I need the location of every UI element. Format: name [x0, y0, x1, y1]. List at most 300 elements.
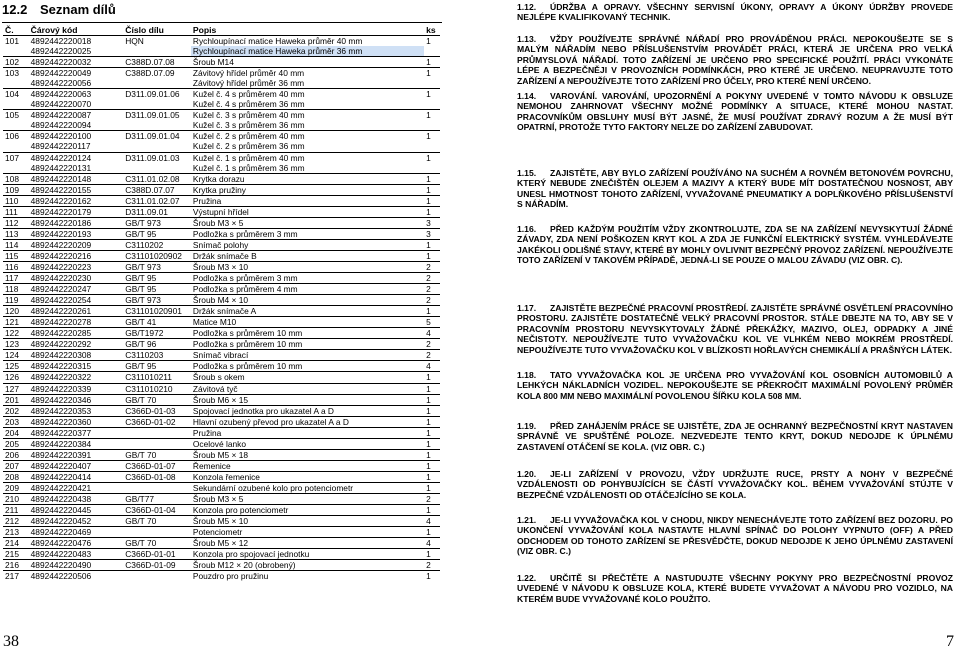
cell-c: 214: [5, 538, 19, 549]
instruction-paragraph: [517, 303, 953, 355]
cell-s: [424, 163, 440, 174]
cell-c: 108: [5, 173, 19, 184]
cell-k: 4892442220476: [30, 538, 92, 549]
table-row: [3, 250, 440, 261]
cell-p: Šroub M5 × 10: [192, 516, 249, 527]
cell-c: 110: [5, 195, 19, 206]
cell-d: [123, 427, 191, 438]
parts-list: [2, 0, 442, 581]
cell-k: 4892442220056: [30, 78, 92, 89]
table-row: [3, 482, 440, 493]
cell-s: 2: [426, 295, 431, 306]
cell-s: 1: [426, 89, 431, 100]
cell-d: C388D.07.08: [125, 57, 175, 68]
cell-c: 216: [5, 560, 19, 571]
cell-d: C3110202: [125, 239, 164, 250]
cell-k: 4892442220032: [30, 57, 92, 68]
cell-p: Šroub M3 × 10: [192, 262, 249, 272]
cell-p: Pružina: [192, 427, 222, 438]
cell-p: Spojovací jednotka pro ukazatel A a D: [192, 405, 334, 416]
instruction-paragraph: [517, 469, 953, 500]
cell-c: 203: [5, 416, 19, 427]
cell-p: Šroub s okem: [192, 372, 245, 383]
cell-d: GB/T 70: [125, 516, 157, 527]
table-row: [3, 46, 440, 57]
cell-c: 119: [5, 295, 19, 306]
section-number: 12.2: [2, 1, 28, 17]
cell-p: Podložka s průměrem 3 mm: [192, 273, 298, 284]
instruction-paragraph: [517, 224, 953, 266]
cell-s: [424, 99, 440, 110]
cell-d: GB/T1972: [125, 328, 164, 339]
table-row: [3, 328, 440, 339]
table-row: [3, 571, 440, 582]
instruction-text: ZAJISTĚTE BEZPEČNÉ PRACOVNÍ PROSTŘEDÍ. ZAJISTĚTE SPRÁVNÉ OSVĚTLENÍ PRACOVNÍHO PROSTORU. ZAJISTĚTE DOSTATEČNĚ VELKÝ PRACOVNÍ PROSTOR. STÁLE DBEJTE NA TO, ABY SE V PRACOVNÍM PROSTORU NEVYSKYTOVALY ŽÁDNÉ PŘEKÁŽKY, MAZIVO, OLEJ, ODPADKY A JINÉ NEČISTOTY. NEPOUŽÍVEJTE TUTO VYVAŽOVAČKU KOL VE VLHKÉM NEBO MOKRÉM PROSTŘEDÍ. NEPOUŽÍVEJTE TUTO VYVAŽOVAČKU KOL V BLÍZKOSTI HOŘLAVÝCH CHEMIKÁLIÍ A PRAŠNÝCH LÁTEK.: [517, 303, 953, 355]
cell-k: 4892442220070: [30, 99, 92, 110]
cell-p: Krytka pružiny: [192, 184, 246, 195]
cell-s: 1: [426, 36, 431, 47]
cell-d: C366D-01-03: [125, 405, 176, 416]
cell-d: C311.01.02.07: [125, 195, 180, 206]
cell-c: 104: [5, 89, 19, 100]
cell-s: [424, 141, 440, 152]
instruction-paragraph: [517, 34, 953, 86]
cell-k: 4892442220445: [30, 505, 92, 516]
cell-s: 1: [426, 239, 431, 250]
cell-p: Podložka s průměrem 10 mm: [192, 328, 303, 339]
cell-c: 106: [5, 131, 19, 142]
instruction-text: URČITĚ SI PŘEČTĚTE A NASTUDUJTE VŠECHNY POKYNY PRO BEZPEČNOSTNÍ PROVOZ UVEDENÉ V NÁVODU K OBSLUZE KOLA, KTERÉ BUDETE VYVAŽOVAT A NÁVODU PRO VOZIDLO, NA KTERÉM BUDE VYVAŽOVANÉ KOLO POUŽITO.: [517, 573, 953, 604]
instruction-text: TATO VYVAŽOVAČKA KOL JE URČENA PRO VYVAŽOVÁNÍ KOL OSOBNÍCH AUTOMOBILŮ A LEHKÝCH NÁKLADNÍCH VOZIDEL. NEPOKOUŠEJTE SE PŘEKROČIT MAXIMÁLNÍ POVOLENÝ PRŮMĚR KOLA 800 MM NEBO MAXIMÁLNÍ POVOLENOU ŠÍŘKU KOLA 508 MM.: [517, 370, 953, 401]
cell-c: 113: [5, 228, 19, 239]
cell-p: Konzola řemenice: [192, 471, 260, 482]
cell-k: 4892442220216: [30, 250, 92, 261]
cell-k: 4892442220100: [30, 131, 92, 142]
cell-p: Podložka s průměrem 10 mm: [192, 361, 303, 372]
cell-d: D311.09.01.05: [125, 110, 180, 121]
cell-k: 4892442220148: [30, 173, 92, 184]
cell-c: 202: [5, 405, 19, 416]
cell-c: [3, 46, 29, 57]
cell-d: GB/T 70: [125, 538, 157, 549]
cell-k: 4892442220391: [30, 449, 92, 460]
cell-p: Potenciometr: [192, 527, 243, 538]
cell-d: C366D-01-08: [125, 471, 176, 482]
cell-c: 210: [5, 493, 19, 504]
instruction-number: 1.12.: [517, 2, 537, 12]
cell-c: 207: [5, 460, 19, 471]
table-row: [3, 273, 440, 284]
instruction-text: JE-LI VYVAŽOVAČKA KOL V CHODU, NIKDY NENECHÁVEJTE TOTO ZAŘÍZENÍ BEZ DOZORU. PO UKONČENÍ VYVAŽOVÁNÍ KOLA NASTAVTE HLAVNÍ SPÍNAČ DO POLOHY VYPNUTO (OFF) A PŘED ODCHODEM OD TOHOTO ZAŘÍZENÍ SE PŘESVĚDČTE, DOKUD NEDOJDE K JEHO ÚPLNÉMU ZASTAVENÍ (VIZ OBR. C.): [517, 515, 953, 557]
cell-p: Šroub M5 × 18: [192, 449, 249, 460]
cell-s: [424, 120, 440, 131]
table-row: [3, 339, 440, 350]
cell-c: 208: [5, 471, 19, 482]
instruction-number: 1.16.: [517, 224, 537, 234]
cell-c: 127: [5, 383, 19, 394]
instruction-number: 1.21.: [517, 515, 537, 525]
cell-k: 4892442220414: [30, 471, 92, 482]
instruction-text: VŽDY POUŽÍVEJTE SPRÁVNÉ NÁŘADÍ PRO PROVÁDĚNOU PRÁCI. NEPOKOUŠEJTE SE S MALÝM NÁŘADÍM NEBO PŘÍSLUŠENSTVÍM PROVÁDĚT PRÁCI, KTERÁ JE URČENA PRO VELKÁ PRŮMYSLOVÁ NÁŘADÍ. TOTO ZAŘÍZENÍ JE URČENO PRO SPECIFICKÉ POUŽITÍ. PRÁCI VYKONÁTE LÉPE A BEZPEČNĚJI V PROVOZNÍCH PODMÍNKÁCH, PRO KTERÉ JE URČENO. NEUPRAVUJTE TOTO ZAŘÍZENÍ A NEPOUŽÍVEJTE TOTO ZAŘÍZENÍ PRO ÚČELY, PRO KTERÉ NENÍ URČENO.: [517, 34, 953, 86]
table-row: [3, 471, 440, 482]
col-quantity: ks: [426, 24, 436, 35]
cell-c: 217: [5, 571, 19, 582]
cell-c: 204: [5, 427, 19, 438]
cell-p: Ocelové lanko: [192, 438, 246, 449]
cell-k: 4892442220360: [30, 416, 92, 427]
cell-c: [3, 120, 29, 131]
instruction-number: 1.22.: [517, 573, 537, 583]
cell-k: 4892442220230: [30, 273, 92, 284]
table-row: [3, 36, 440, 47]
cell-c: 124: [5, 350, 19, 361]
table-row: [3, 206, 440, 217]
cell-s: 1: [426, 250, 431, 261]
cell-d: C31101020901: [125, 306, 182, 317]
cell-s: 1: [426, 306, 431, 317]
cell-s: 1: [426, 110, 431, 121]
cell-k: 4892442220353: [30, 405, 92, 416]
table-row: [3, 217, 440, 228]
cell-k: 4892442220025: [30, 46, 92, 57]
instruction-number: 1.15.: [517, 168, 537, 178]
cell-d: C3110203: [125, 350, 164, 361]
cell-p: Kužel č. 2 s průměrem 40 mm: [192, 131, 305, 142]
cell-d: GB/T 973: [125, 262, 161, 272]
instruction-text: VAROVÁNÍ. VAROVÁNÍ, UPOZORNĚNÍ A POKYNY UVEDENÉ V TOMTO NÁVODU K OBSLUZE NEMOHOU ZAHRNOVAT VŠECHNY MOŽNÉ PODMÍNKY A SITUACE, KTERÉ MOHOU NASTAT. PRACOVNÍKŮM OBSLUHY MUSÍ BÝT JASNÉ, ŽE MUSÍ POUŽÍVAT ZDRAVÝ ROZUM A ŽE MUSÍ BÝT OPATRNÍ, PROTOŽE TYTO FAKTORY NELZE DO ZAŘÍZENÍ ZABUDOVAT.: [517, 91, 953, 133]
cell-d: GB/T 95: [125, 273, 157, 284]
cell-s: 1: [426, 173, 431, 184]
table-row: [3, 449, 440, 460]
cell-p: Podložka s průměrem 4 mm: [192, 284, 298, 295]
cell-s: 2: [426, 339, 431, 350]
table-row: [3, 438, 440, 449]
cell-p: Pouzdro pro pružinu: [192, 571, 269, 582]
cell-p: Snímač polohy: [192, 239, 249, 250]
cell-p: Kužel č. 4 s průměrem 40 mm: [192, 89, 305, 100]
cell-c: 117: [5, 273, 19, 284]
cell-c: 125: [5, 361, 19, 372]
table-row: [3, 560, 440, 571]
cell-d: GB/T 70: [125, 394, 157, 405]
cell-k: 4892442220308: [30, 350, 92, 361]
cell-d: C311.01.02.08: [125, 173, 180, 184]
cell-s: 1: [426, 131, 431, 142]
cell-s: 2: [426, 350, 431, 361]
cell-k: 4892442220315: [30, 361, 92, 372]
cell-k: 4892442220162: [30, 195, 92, 206]
cell-p: Matice M10: [192, 317, 237, 328]
cell-c: 105: [5, 110, 19, 121]
cell-s: 1: [426, 152, 431, 163]
cell-k: 4892442220339: [30, 383, 92, 394]
cell-p: Závitová tyč: [192, 383, 238, 394]
cell-c: 115: [5, 250, 19, 261]
cell-s: 1: [426, 427, 431, 438]
cell-c: 112: [5, 217, 19, 228]
cell-p: Konzola pro spojovací jednotku: [192, 549, 310, 560]
table-row: [3, 239, 440, 250]
instruction-number: 1.18.: [517, 370, 537, 380]
table-row: [3, 184, 440, 195]
cell-p: Šroub M3 × 5: [192, 493, 244, 504]
cell-c: 213: [5, 527, 19, 538]
table-row: [3, 261, 440, 272]
cell-d: GB/T 95: [125, 284, 157, 295]
cell-s: 1: [426, 416, 431, 427]
cell-c: 118: [5, 284, 19, 295]
table-row: [3, 516, 440, 527]
cell-p: Držák snímače A: [192, 306, 257, 317]
cell-c: [3, 141, 29, 152]
cell-d: [123, 571, 191, 582]
table-row: [3, 306, 440, 317]
cell-c: 211: [5, 505, 19, 516]
col-barcode: Čárový kód: [30, 24, 78, 35]
cell-c: 212: [5, 516, 19, 527]
cell-d: [123, 99, 191, 110]
cell-c: 205: [5, 438, 19, 449]
cell-s: 1: [426, 505, 431, 516]
cell-c: 107: [5, 152, 19, 163]
cell-d: D311.09.01.03: [125, 152, 180, 163]
cell-s: 4: [426, 538, 431, 549]
table-row: [3, 99, 440, 110]
cell-p: Kužel č. 1 s průměrem 40 mm: [192, 152, 305, 163]
cell-k: 4892442220179: [30, 206, 92, 217]
table-row: [3, 110, 440, 121]
cell-d: GB/T 96: [125, 339, 157, 350]
cell-d: [123, 482, 191, 493]
instruction-text: PŘED KAŽDÝM POUŽITÍM VŽDY ZKONTROLUJTE, ZDA SE NA ZAŘÍZENÍ NEVYSKYTUJÍ ŽÁDNÉ ZÁVADY, ZDA NENÍ POŠKOZEN KRYT KOL A ZDA JE FUNKČNÍ ELEKTRICKÝ SYSTÉM. VYHLEDÁVEJTE JAKÉKOLI ODLIŠNÉ STAVY, KTERÉ BY MOHLY OVLIVNIT BEZPEČNÝ PROVOZ ZAŘÍZENÍ. NEPOUŽÍVEJTE TOTO ZAŘÍZENÍ V TAKOVÉM PŘÍPADĚ, JEDNÁ-LI SE POUZE O MALOU ZÁVADU (VIZ OBR. C).: [517, 224, 953, 266]
cell-c: 123: [5, 339, 19, 350]
cell-k: 4892442220155: [30, 184, 92, 195]
cell-k: 4892442220292: [30, 339, 92, 350]
cell-p: Pružina: [192, 195, 222, 206]
cell-s: [424, 78, 440, 89]
cell-k: 4892442220209: [30, 239, 92, 250]
col-number: Č.: [5, 24, 14, 35]
table-header: [3, 24, 440, 36]
section-title: Seznam dílů: [40, 1, 116, 17]
cell-k: 4892442220469: [30, 527, 92, 538]
parts-table: [3, 24, 440, 581]
cell-d: [123, 438, 191, 449]
cell-d: C366D-01-01: [125, 549, 176, 560]
instruction-paragraph: [517, 573, 953, 604]
cell-p: Řemenice: [192, 460, 231, 471]
cell-k: 4892442220131: [30, 162, 92, 173]
cell-d: C366D-01-09: [125, 560, 176, 571]
instruction-paragraph: [517, 2, 953, 23]
cell-d: C311010210: [125, 383, 173, 394]
table-row: [3, 383, 440, 394]
table-row: [3, 68, 440, 79]
table-row: [3, 350, 440, 361]
table-row: [3, 141, 440, 152]
cell-d: C366D-01-07: [125, 460, 176, 471]
cell-c: [3, 78, 29, 89]
cell-s: 2: [426, 560, 431, 571]
cell-p: Hlavní ozubený převod pro ukazatel A a D: [192, 416, 349, 427]
cell-d: GB/T 95: [125, 361, 157, 372]
cell-p: Závitový hřídel průměr 36 mm: [192, 78, 305, 89]
cell-k: 4892442220346: [30, 394, 92, 405]
cell-s: 1: [426, 482, 431, 493]
cell-p: Šroub M3 × 5: [192, 217, 244, 228]
cell-s: 2: [426, 262, 431, 272]
table-row: [3, 195, 440, 206]
cell-c: 109: [5, 184, 19, 195]
table-row: [3, 549, 440, 560]
cell-k: 4892442220377: [30, 427, 92, 438]
instruction-number: 1.17.: [517, 303, 537, 313]
cell-d: HQN: [125, 36, 144, 47]
cell-p: Šroub M4 × 10: [192, 295, 249, 306]
instruction-paragraph: [517, 370, 953, 401]
cell-k: 4892442220223: [30, 262, 92, 272]
cell-d: [123, 78, 191, 89]
cell-s: 1: [426, 383, 431, 394]
cell-d: [123, 141, 191, 152]
cell-k: 4892442220285: [30, 328, 92, 339]
cell-k: 4892442220193: [30, 228, 92, 239]
cell-c: 102: [5, 57, 19, 68]
cell-c: [3, 99, 29, 110]
cell-s: 1: [426, 206, 431, 217]
cell-c: 121: [5, 317, 19, 328]
table-row: [3, 152, 440, 163]
table-row: [3, 120, 440, 131]
cell-s: [424, 46, 440, 57]
cell-s: 1: [426, 372, 431, 383]
cell-d: C311010211: [125, 372, 172, 383]
cell-d: C388D.07.07: [125, 184, 175, 195]
cell-c: 206: [5, 449, 19, 460]
cell-s: 1: [426, 68, 431, 79]
table-row: [3, 317, 440, 328]
cell-k: 4892442220018: [30, 36, 92, 47]
cell-k: 4892442220186: [30, 217, 92, 228]
col-description: Popis: [192, 24, 217, 35]
instruction-paragraph: [517, 515, 953, 557]
instruction-number: 1.20.: [517, 469, 537, 479]
cell-d: [123, 163, 191, 174]
instruction-number: 1.19.: [517, 421, 537, 431]
cell-k: 4892442220407: [30, 460, 92, 471]
table-row: [3, 78, 440, 89]
cell-d: GB/T 973: [125, 217, 161, 228]
table-row: [3, 405, 440, 416]
cell-k: 4892442220087: [30, 110, 92, 121]
cell-c: 103: [5, 68, 19, 79]
table-row: [3, 538, 440, 549]
cell-d: [123, 46, 191, 57]
instruction-number: 1.13.: [517, 34, 537, 44]
cell-c: 120: [5, 306, 19, 317]
cell-p: Výstupní hřídel: [192, 206, 249, 217]
cell-s: 2: [426, 284, 431, 295]
cell-s: 2: [426, 273, 431, 284]
cell-k: 4892442220452: [30, 516, 92, 527]
cell-p: Sekundární ozubené kolo pro potenciometr: [192, 482, 354, 493]
cell-d: GB/T 95: [125, 228, 157, 239]
cell-d: C366D-01-04: [125, 505, 176, 516]
cell-p: Držák snímače B: [192, 250, 257, 261]
instruction-text: ÚDRŽBA A OPRAVY. VŠECHNY SERVISNÍ ÚKONY, OPRAVY A ÚKONY ÚDRŽBY PROVEDE NEJLÉPE KVALIFIKOVANÝ TECHNIK.: [517, 2, 953, 23]
cell-s: 1: [426, 471, 431, 482]
cell-c: 116: [5, 262, 19, 272]
cell-s: 5: [426, 317, 431, 328]
table-row: [3, 163, 440, 174]
cell-k: 4892442220278: [30, 317, 92, 328]
cell-c: 101: [5, 36, 19, 47]
cell-d: [123, 527, 191, 538]
cell-d: GB/T 70: [125, 449, 157, 460]
cell-k: 4892442220438: [30, 493, 92, 504]
instruction-number: 1.14.: [517, 91, 537, 101]
cell-s: 3: [426, 228, 431, 239]
cell-s: 4: [426, 361, 431, 372]
table-row: [3, 57, 440, 68]
cell-d: GB/T 973: [125, 295, 161, 306]
table-row: [3, 505, 440, 516]
instruction-text: PŘED ZAHÁJENÍM PRÁCE SE UJISTĚTE, ZDA JE OCHRANNÝ BEZPEČNOSTNÍ KRYT NASTAVEN SPRÁVNĚ VE SPUŠTĚNÉ POLOZE. NEZVEDEJTE TENTO KRYT, DOKUD NEDOJDE K ÚPLNÉMU ZASTAVENÍ OTÁČENÍ SE KOLA. (VIZ OBR. C.): [517, 421, 953, 452]
table-row: [3, 284, 440, 295]
instruction-text: ZAJISTĚTE, ABY BYLO ZAŘÍZENÍ POUŽÍVÁNO NA SUCHÉM A ROVNÉM BETONOVÉM POVRCHU, KTERÝ NEBUDE ZNEČIŠTĚN OLEJEM A MAZIVY A KTERÝ BUDE MÍT DOSTATEČNOU NOSNOST, ABY UNESL HMOTNOST TOHOTO ZAŘÍZENÍ, VYVAŽOVANÉ PNEUMATIKY A DOPLŇKOVÉHO PŘÍSLUŠENSTVÍ S NÁŘADÍM.: [517, 168, 953, 210]
heading-rule: [2, 22, 442, 23]
cell-p: Šroub M5 × 12: [192, 538, 249, 549]
cell-c: 126: [5, 372, 19, 383]
instruction-paragraph: [517, 421, 953, 452]
cell-s: 1: [426, 184, 431, 195]
cell-s: 1: [426, 527, 431, 538]
cell-d: [123, 120, 191, 131]
cell-p: Kužel č. 3 s průměrem 40 mm: [192, 110, 305, 121]
cell-k: 4892442220490: [30, 560, 92, 571]
cell-s: 1: [426, 460, 431, 471]
cell-p: Šroub M12 × 20 (obrobený): [192, 560, 296, 571]
cell-d: C388D.07.09: [125, 68, 175, 79]
cell-p: Šroub M6 × 15: [192, 394, 249, 405]
cell-p: Rychloupínací matice Haweka průměr 36 mm: [191, 46, 424, 57]
cell-p: Kužel č. 3 s průměrem 36 mm: [192, 120, 305, 131]
cell-p: Podložka s průměrem 3 mm: [192, 228, 298, 239]
instruction-paragraph: [517, 168, 953, 210]
cell-s: 1: [426, 571, 431, 582]
cell-k: 4892442220124: [30, 152, 92, 163]
table-row: [3, 131, 440, 142]
table-row: [3, 493, 440, 504]
cell-p: Kužel č. 1 s průměrem 36 mm: [192, 162, 305, 173]
cell-k: 4892442220254: [30, 295, 92, 306]
cell-k: 4892442220049: [30, 68, 92, 79]
cell-p: Závitový hřídel průměr 40 mm: [192, 68, 305, 79]
cell-s: 1: [426, 195, 431, 206]
cell-d: GB/T 41: [125, 317, 157, 328]
cell-d: D311.09.01.06: [125, 89, 180, 100]
col-part-number: Číslo dílu: [125, 24, 164, 35]
cell-k: 4892442220506: [30, 571, 92, 582]
cell-d: C366D-01-02: [125, 416, 176, 427]
table-row: [3, 173, 440, 184]
table-row: [3, 416, 440, 427]
table-row: [3, 89, 440, 100]
cell-p: Kužel č. 2 s průměrem 36 mm: [192, 141, 305, 152]
table-row: [3, 295, 440, 306]
table-row: [3, 460, 440, 471]
cell-k: 4892442220421: [30, 482, 92, 493]
